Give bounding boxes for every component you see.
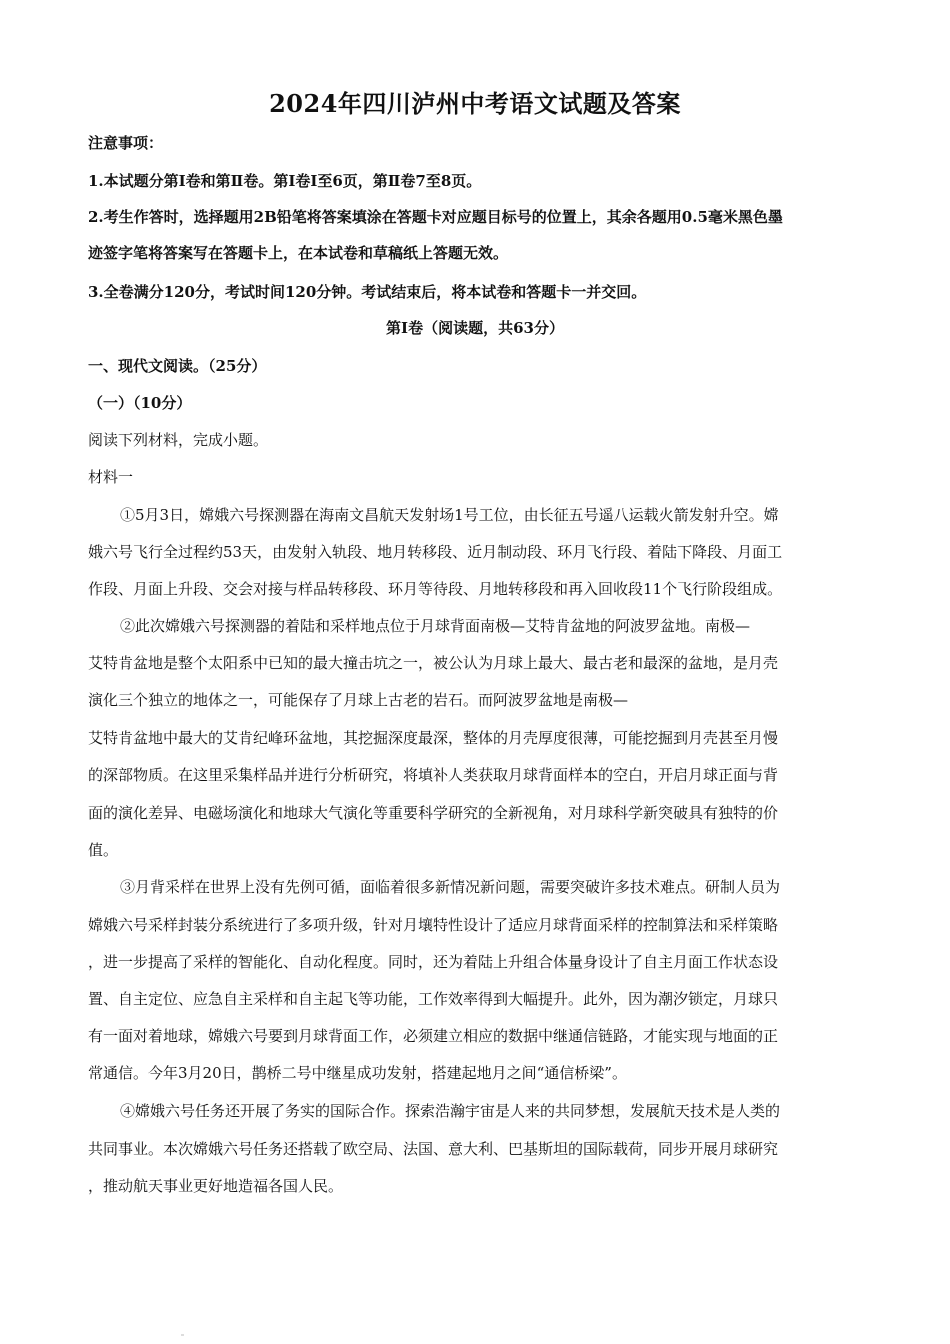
paragraph-2-line: 的深部物质。在这里采集样品并进行分析研究，将填补人类获取月球背面样本的空白，开启月球正面与背 [88,766,779,784]
paragraph-1-line: 作段、月面上升段、交会对接与样品转移段、环月等待段、月地转移段和再入回收段11个飞行阶段组成。 [88,580,783,598]
notice-heading: 注意事项： [88,134,164,152]
paragraph-2-line: 艾特肯盆地是整个太阳系中已知的最大撞击坑之一，被公认为月球上最大、最古老和最深的盆地，是月壳 [88,654,779,672]
scan-speck [181,1334,184,1336]
material-label: 材料一 [88,468,134,486]
exam-title: 2024年四川泸州中考语文试题及答案 [269,89,681,118]
paragraph-2-line: ②此次嫦娥六号探测器的着陆和采样地点位于月球背面南极—艾特肯盆地的阿波罗盆地。南极— [120,617,751,635]
paragraph-3-line: ，进一步提高了采样的智能化、自动化程度。同时，还为着陆上升组合体量身设计了自主月面工作状态设 [88,953,779,971]
notice-item-3: 3.全卷满分120分，考试时间120分钟。考试结束后，将本试卷和答题卡一并交回。 [88,283,647,301]
paragraph-4-line: 共同事业。本次嫦娥六号任务还搭载了欧空局、法国、意大利、巴基斯坦的国际载荷，同步开展月球研究 [88,1140,779,1158]
notice-item-1: 1.本试题分第Ⅰ卷和第Ⅱ卷。第Ⅰ卷Ⅰ至6页，第Ⅱ卷7至8页。 [88,172,482,190]
volume-heading: 第Ⅰ卷（阅读题，共63分） [386,319,564,337]
paragraph-3-line: 常通信。今年3月20日，鹊桥二号中继星成功发射，搭建起地月之间“通信桥梁”。 [88,1064,627,1082]
subsection-heading: （一）（10分） [88,394,192,412]
paragraph-3-line: 置、自主定位、应急自主采样和自主起飞等功能，工作效率得到大幅提升。此外，因为潮汐锁定，月球只 [88,990,779,1008]
paragraph-2-line: 值。 [88,841,119,859]
paragraph-1-line: ①5月3日，嫦娥六号探测器在海南文昌航天发射场1号工位，由长征五号遥八运载火箭发射升空。嫦 [120,506,779,524]
paragraph-3-line: 有一面对着地球，嫦娥六号要到月球背面工作，必须建立相应的数据中继通信链路，才能实现与地面的正 [88,1027,779,1045]
paragraph-3-line: ③月背采样在世界上没有先例可循，面临着很多新情况新问题，需要突破许多技术难点。研制人员为 [120,878,781,896]
notice-item-2-line-2: 迹签字笔将答案写在答题卡上，在本试卷和草稿纸上答题无效。 [88,244,509,262]
reading-instruction: 阅读下列材料，完成小题。 [88,431,269,449]
paragraph-2-line: 面的演化差异、电磁场演化和地球大气演化等重要科学研究的全新视角，对月球科学新突破具有独特的价 [88,804,779,822]
notice-item-2-line-1: 2.考生作答时，选择题用2B铅笔将答案填涂在答题卡对应题目标号的位置上，其余各题用0.5毫米黑色墨 [88,208,783,226]
paragraph-3-line: 嫦娥六号采样封装分系统进行了多项升级，针对月壤特性设计了适应月球背面采样的控制算法和采样策略 [88,916,779,934]
paragraph-2-line: 艾特肯盆地中最大的艾肯纪峰环盆地，其挖掘深度最深，整体的月壳厚度很薄，可能挖掘到月壳甚至月慢 [88,729,779,747]
paragraph-4-line: ，推动航天事业更好地造福各国人民。 [88,1177,344,1195]
paragraph-1-line: 娥六号飞行全过程约53天，由发射入轨段、地月转移段、近月制动段、环月飞行段、着陆下降段、月面工 [88,543,783,561]
paragraph-4-line: ④嫦娥六号任务还开展了务实的国际合作。探索浩瀚宇宙是人来的共同梦想，发展航天技术是人类的 [120,1102,781,1120]
paragraph-2-line: 演化三个独立的地体之一，可能保存了月球上古老的岩石。而阿波罗盆地是南极— [88,691,629,709]
section-heading: 一、现代文阅读。（25分） [88,357,267,375]
